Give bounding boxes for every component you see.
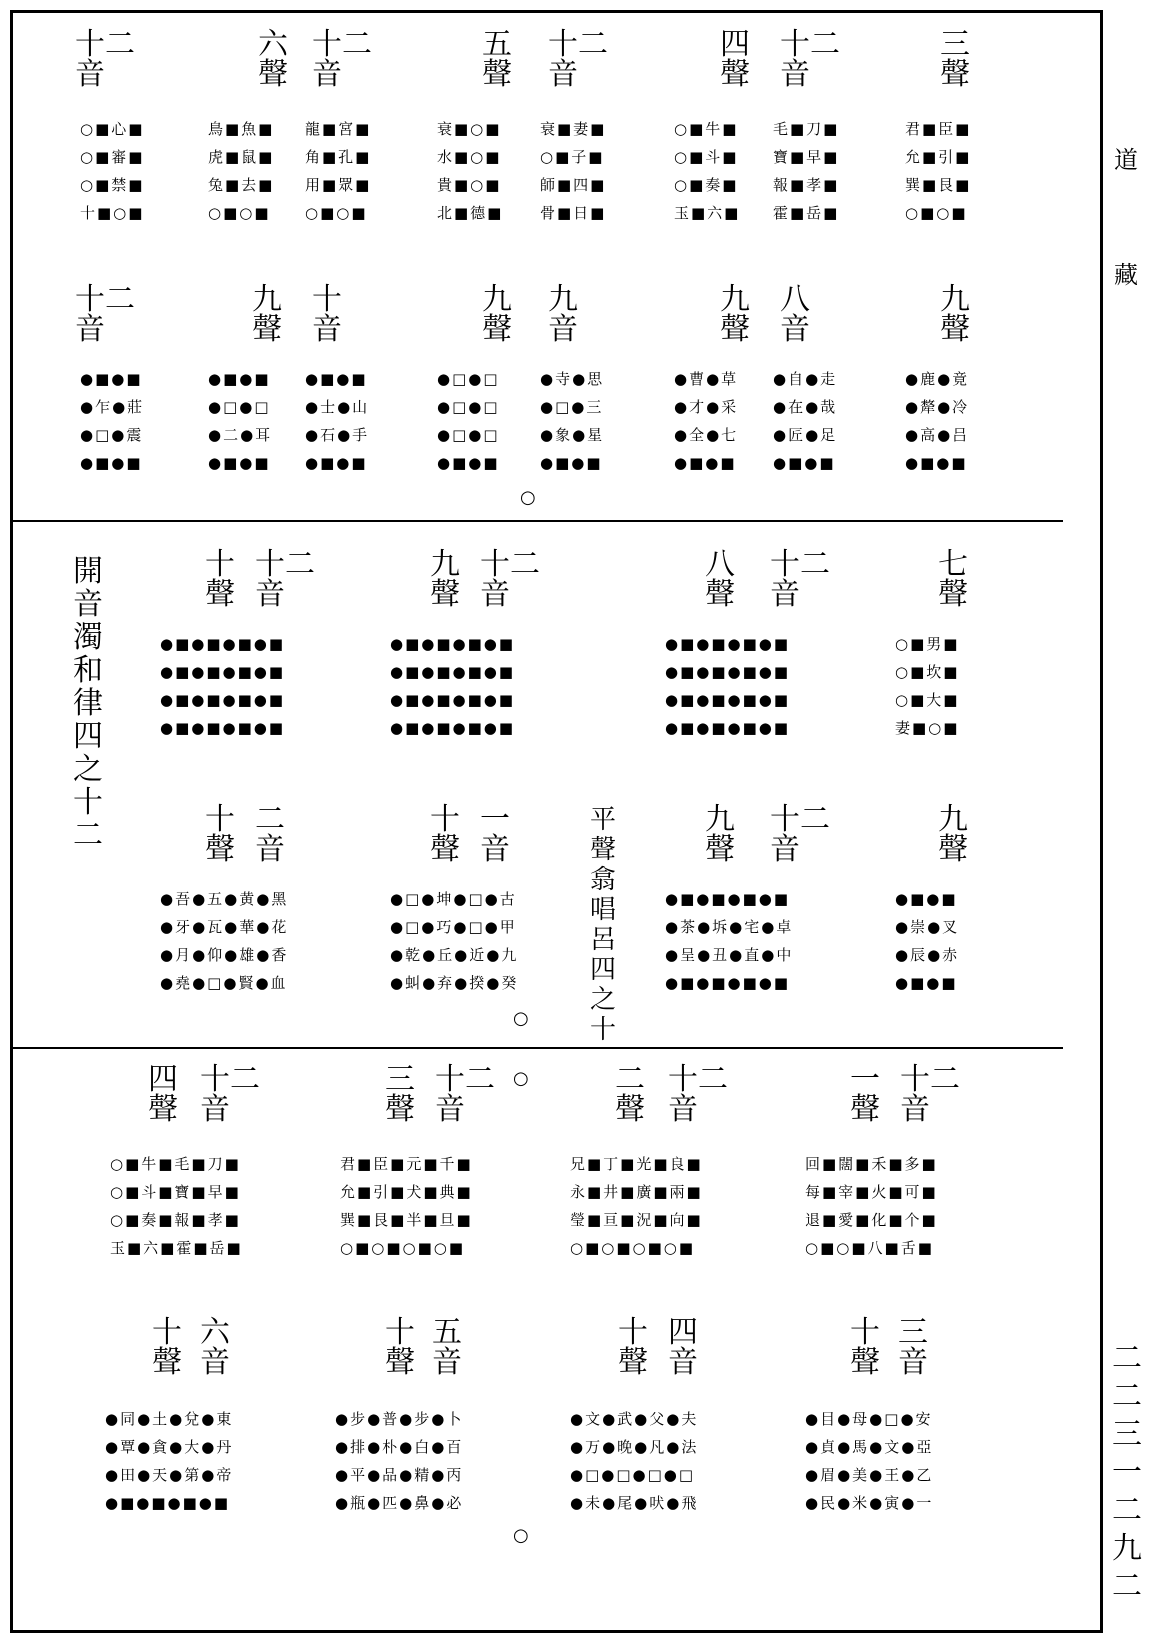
heading-column: 九 聲 xyxy=(938,802,968,867)
heading-column: 十 音 xyxy=(312,282,342,347)
char-grid: 君■臣■ 允■引■ 巽■艮■ ○■○■ xyxy=(905,120,972,222)
separator-mark: ○ xyxy=(513,1525,529,1546)
char-grid: ●■●■●■●■ ●■●■●■●■ ●■●■●■●■ ●■●■●■●■ xyxy=(665,635,791,737)
heading-column: 十二 音 xyxy=(255,547,315,612)
section-divider xyxy=(10,520,1063,522)
heading-column: 一 聲 xyxy=(850,1062,880,1127)
heading-column: 十 聲 xyxy=(205,802,235,867)
char-grid: ●■●■●■●■ ●茶●坼●宅●卓 ●呈●丑●直●中 ●■●■●■●■ xyxy=(665,890,794,992)
heading-column: 三 聲 xyxy=(940,27,970,92)
heading-column: 十二 音 xyxy=(548,27,608,92)
page-number: 二 二 三 一 二 九 二 xyxy=(1112,1341,1142,1604)
char-grid: 衰■○■ 水■○■ 貴■○■ 北■德■ xyxy=(437,120,504,222)
heading-column: 五 音 xyxy=(432,1315,462,1380)
char-grid: 鳥■魚■ 虎■鼠■ 兔■去■ ○■○■ xyxy=(208,120,275,222)
side-text-top: 道 xyxy=(1114,146,1138,174)
side-text-bottom: 藏 xyxy=(1114,261,1138,289)
char-grid: ●■●■ ●崇●叉 ●辰●赤 ●■●■ xyxy=(895,890,960,992)
heading-column: 九 聲 xyxy=(252,282,282,347)
char-grid: ○■牛■毛■刀■ ○■斗■寶■早■ ○■奏■報■孝■ 玉■六■霍■岳■ xyxy=(110,1155,243,1257)
heading-column: 六 聲 xyxy=(258,27,288,92)
heading-column: 一 音 xyxy=(480,802,510,867)
char-grid: 兄■丁■光■良■ 永■井■廣■兩■ 瑩■亘■況■向■ ○■○■○■○■ xyxy=(570,1155,703,1257)
char-grid: ●自●走 ●在●哉 ●匠●足 ●■●■ xyxy=(773,370,838,472)
separator-mark: ○ xyxy=(513,1008,529,1029)
char-grid: 龍■宮■ 角■孔■ 用■眾■ ○■○■ xyxy=(305,120,372,222)
char-grid: ●同●土●兌●東 ●覃●貪●大●丹 ●田●天●第●帝 ●■●■●■●■ xyxy=(105,1410,234,1512)
heading-column: 三 音 xyxy=(898,1315,928,1380)
heading-column: 十 聲 xyxy=(850,1315,880,1380)
separator-mark: ○ xyxy=(520,487,536,508)
note-text: 平 聲 翕 唱 呂 四 之 十 xyxy=(589,805,616,1045)
heading-column: 八 音 xyxy=(780,282,810,347)
heading-column: 二 音 xyxy=(255,802,285,867)
char-grid: ●■●■●■●■ ●■●■●■●■ ●■●■●■●■ ●■●■●■●■ xyxy=(160,635,286,737)
section-divider xyxy=(10,1047,1063,1049)
heading-column: 二 聲 xyxy=(615,1062,645,1127)
heading-column: 十二 音 xyxy=(312,27,372,92)
char-grid: 毛■刀■ 寶■早■ 報■孝■ 霍■岳■ xyxy=(773,120,840,222)
heading-column: 十二 音 xyxy=(75,27,135,92)
char-grid: ○■心■ ○■審■ ○■禁■ 十■○■ xyxy=(80,120,145,222)
heading-column: 四 聲 xyxy=(148,1062,178,1127)
heading-column: 十 聲 xyxy=(152,1315,182,1380)
char-grid: ●■●■ ●□●□ ●二●耳 ●■●■ xyxy=(208,370,273,472)
heading-column: 九 音 xyxy=(548,282,578,347)
char-grid: ●文●武●父●夫 ●万●晚●凡●法 ●□●□●□●□ ●未●尾●吠●飛 xyxy=(570,1410,699,1512)
heading-column: 十二 音 xyxy=(668,1062,728,1127)
heading-column: 八 聲 xyxy=(705,547,735,612)
char-grid: ●曹●草 ●才●采 ●全●七 ●■●■ xyxy=(674,370,739,472)
heading-column: 十二 音 xyxy=(435,1062,495,1127)
char-grid: 君■臣■元■千■ 允■引■犬■典■ 巽■艮■半■旦■ ○■○■○■○■ xyxy=(340,1155,473,1257)
heading-column: 十二 音 xyxy=(75,282,135,347)
heading-column: 十 聲 xyxy=(618,1315,648,1380)
char-grid: ●鹿●竟 ●犛●冷 ●高●吕 ●■●■ xyxy=(905,370,970,472)
char-grid: ○■男■ ○■坎■ ○■大■ 妻■○■ xyxy=(895,635,960,737)
heading-column: 十 聲 xyxy=(205,547,235,612)
heading-column: 五 聲 xyxy=(482,27,512,92)
char-grid: 回■闊■禾■多■ 每■宰■火■可■ 退■愛■化■个■ ○■○■八■舌■ xyxy=(805,1155,938,1257)
heading-column: 四 聲 xyxy=(720,27,750,92)
heading-column: 六 音 xyxy=(200,1315,230,1380)
heading-column: 十二 音 xyxy=(900,1062,960,1127)
heading-column: 九 聲 xyxy=(482,282,512,347)
heading-column: 四 音 xyxy=(668,1315,698,1380)
heading-column: 十二 音 xyxy=(200,1062,260,1127)
char-grid: ●寺●思 ●□●三 ●象●星 ●■●■ xyxy=(540,370,605,472)
heading-column: 九 聲 xyxy=(940,282,970,347)
char-grid: ●■●■ ●乍●莊 ●□●震 ●■●■ xyxy=(80,370,145,472)
heading-column: 十 聲 xyxy=(385,1315,415,1380)
heading-column: 九 聲 xyxy=(720,282,750,347)
heading-column: 七 聲 xyxy=(938,547,968,612)
separator-mark: ○ xyxy=(513,1068,529,1089)
heading-column: 九 聲 xyxy=(705,802,735,867)
char-grid: ●□●□ ●□●□ ●□●□ ●■●■ xyxy=(437,370,500,472)
heading-column: 十 聲 xyxy=(430,802,460,867)
heading-column: 十二 音 xyxy=(480,547,540,612)
heading-column: 十二 音 xyxy=(770,802,830,867)
heading-column: 三 聲 xyxy=(385,1062,415,1127)
char-grid: ○■牛■ ○■斗■ ○■奏■ 玉■六■ xyxy=(674,120,741,222)
char-grid: ●吾●五●黄●黑 ●牙●瓦●華●花 ●月●仰●雄●香 ●堯●□●賢●血 xyxy=(160,890,289,992)
char-grid: ●步●普●步●卜 ●排●朴●白●百 ●平●品●精●丙 ●瓶●匹●鼻●必 xyxy=(335,1410,464,1512)
char-grid: ●目●母●□●安 ●貞●馬●文●亞 ●眉●美●王●乙 ●民●米●寅●一 xyxy=(805,1410,934,1512)
char-grid: ●■●■●■●■ ●■●■●■●■ ●■●■●■●■ ●■●■●■●■ xyxy=(390,635,516,737)
heading-column: 十二 音 xyxy=(780,27,840,92)
section-title: 開 音 濁 和 律 四 之 十 二 xyxy=(73,554,103,853)
char-grid: ●■●■ ●士●山 ●石●手 ●■●■ xyxy=(305,370,370,472)
char-grid: 衰■妻■ ○■子■ 師■四■ 骨■日■ xyxy=(540,120,607,222)
heading-column: 九 聲 xyxy=(430,547,460,612)
heading-column: 十二 音 xyxy=(770,547,830,612)
char-grid: ●□●坤●□●古 ●□●巧●□●甲 ●乾●丘●近●九 ●虯●弃●揆●癸 xyxy=(390,890,519,992)
